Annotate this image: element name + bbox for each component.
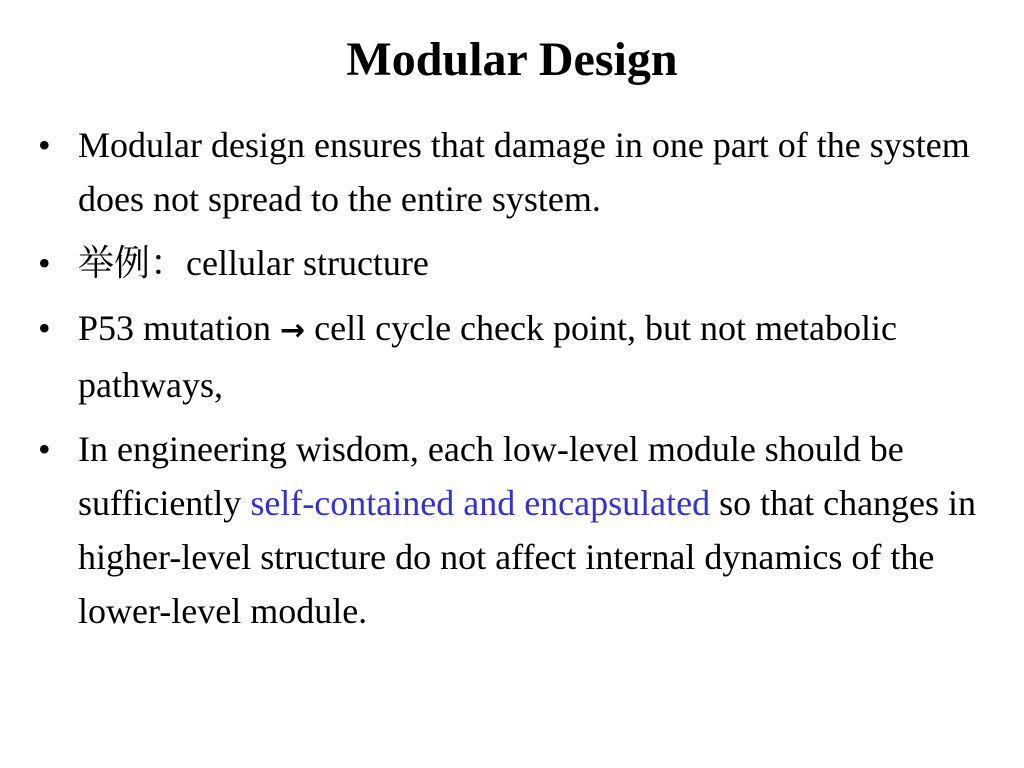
bullet-text-before: P53 mutation	[78, 308, 281, 348]
bullet-text-after: so that changes in higher-level structure do not affect internal dynamics of the lower-level module.	[78, 483, 977, 631]
bullet-item-1	[38, 118, 978, 226]
bullet-list	[38, 118, 978, 648]
bullet-text-before: In engineering wisdom, each low-level module should be sufficiently	[78, 429, 904, 523]
bullet-dot-icon: •	[38, 125, 51, 165]
bullet-prefix: 举例：	[78, 243, 187, 284]
bullet-item-2	[38, 236, 978, 291]
bullet-dot-icon: •	[38, 308, 51, 348]
bullet-dot-icon: •	[38, 243, 51, 283]
bullet-text: cellular structure	[186, 243, 429, 283]
highlighted-text: self-contained and encapsulated	[250, 483, 711, 523]
page-title: Modular Design	[346, 33, 678, 86]
bullet-item-3	[38, 301, 978, 412]
bullet-text: Modular design ensures that damage in one part of the system does not spread to the entire system.	[78, 125, 970, 219]
bullet-item-4	[38, 422, 978, 638]
bullet-text-after: cell cycle check point, but not metabolic pathways,	[78, 308, 897, 405]
right-arrow-icon: →	[280, 313, 306, 348]
bullet-dot-icon: •	[38, 429, 51, 469]
